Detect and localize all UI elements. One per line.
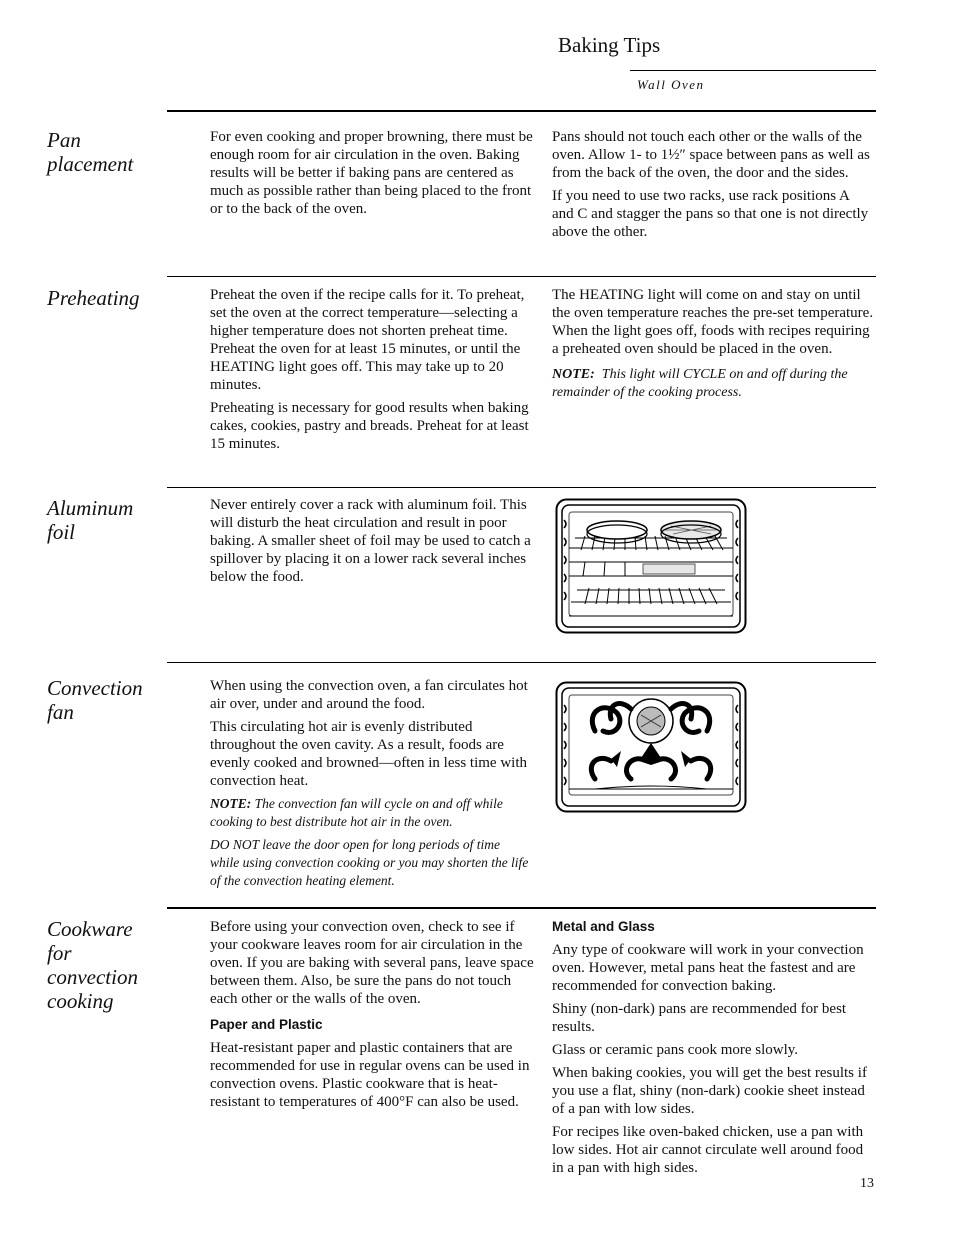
heading-line: foil	[47, 520, 76, 544]
section-divider	[167, 662, 876, 663]
paragraph: Shiny (non-dark) pans are recommended for best results.	[552, 1001, 847, 1035]
note-text: The convection fan will cycle on and off while cooking to best distribute hot air in the oven.	[210, 796, 503, 829]
paragraph: Pans should not touch each other or the walls of the oven. Allow 1- to 1½″ space between pans as well as from the back of the oven, the door and the sides.	[552, 129, 870, 181]
page-number: 13	[860, 1176, 874, 1191]
paragraph: This circulating hot air is evenly distributed throughout the oven cavity. As a result, foods are evenly cooked and browned—often in less time with convection heat.	[210, 719, 528, 789]
oven-racks-illustration	[555, 498, 747, 634]
pan-placement-col1	[210, 128, 538, 223]
preheating-col2	[552, 286, 874, 407]
heading-line: Cookware	[47, 917, 133, 941]
cookware-col2	[552, 918, 874, 1182]
heading-line: Aluminum	[47, 496, 134, 520]
fan-warning: DO NOT leave the door open for long periods of time while using convection cooking or you may shorten the life of the convection heating element.	[210, 837, 529, 888]
page-title: Baking Tips	[558, 33, 661, 57]
note-label: NOTE:	[552, 367, 595, 382]
paragraph: Preheating is necessary for good results when baking cakes, cookies, pastry and breads. Preheat for at least 15 minutes.	[210, 400, 529, 452]
paragraph: Never entirely cover a rack with aluminum foil. This will disturb the heat circulation and result in poor baking. A smaller sheet of foil may be used to catch a spillover by placing it on a lower rack several inches below the food.	[210, 497, 531, 585]
paragraph: Before using your convection oven, check to see if your cookware leaves room for air circulation in the oven. If you are baking with several pans, leave space between them. Also, be sure the pans do not touch each other or the walls of the oven.	[210, 919, 534, 1007]
section-divider	[167, 487, 876, 488]
paragraph: For even cooking and proper browning, there must be enough room for air circulation in the oven. Baking results will be better if baking pans are centered as much as possible rather than being placed to the front or to the back of the oven.	[210, 129, 533, 217]
convection-fan-col1	[210, 677, 530, 895]
heading-line: fan	[47, 700, 74, 724]
section-heading-cookware	[47, 917, 167, 1013]
section-heading-aluminum-foil	[47, 496, 167, 544]
paragraph: Any type of cookware will work in your convection oven. However, metal pans heat the fastest and are recommended for convection baking.	[552, 942, 864, 994]
subheading-paper-plastic: Paper and Plastic	[210, 1017, 323, 1032]
aluminum-foil-col1	[210, 496, 538, 591]
subheading-metal-glass: Metal and Glass	[552, 919, 655, 934]
section-heading-pan-placement	[47, 128, 167, 176]
page-subtitle: Wall Oven	[637, 77, 705, 92]
fan-note	[210, 795, 530, 831]
heading-line: Convection	[47, 676, 143, 700]
cookware-col1	[210, 918, 538, 1116]
note-text: This light will CYCLE on and off during the remainder of the cooking process.	[552, 367, 848, 400]
paragraph: The HEATING light will come on and stay on until the oven temperature reaches the pre-set temperature. When the light goes off, foods with recipes requiring a preheated oven should be placed in the oven.	[552, 287, 874, 357]
section-divider	[167, 110, 876, 112]
preheating-col1	[210, 286, 538, 458]
paragraph: For recipes like oven-baked chicken, use a pan with low sides. Hot air cannot circulate well around food in a pan with high sides.	[552, 1124, 864, 1176]
paragraph: When baking cookies, you will get the best results if you use a flat, shiny (non-dark) cookie sheet instead of a pan with low sides.	[552, 1065, 867, 1117]
heading-line: convection	[47, 965, 138, 989]
pan-placement-col2	[552, 128, 874, 246]
heading-line: placement	[47, 152, 134, 176]
section-divider	[167, 276, 876, 277]
section-divider	[167, 907, 876, 909]
paragraph: Heat-resistant paper and plastic containers that are recommended for use in regular ovens can be used in convection ovens. Plastic cookware that is heat-resistant to temperatures of 400°F can also be used.	[210, 1040, 530, 1110]
paragraph: If you need to use two racks, use rack positions A and C and stagger the pans so that one is not directly above the other.	[552, 188, 869, 240]
heading-line: cooking	[47, 989, 114, 1013]
title-divider	[630, 70, 876, 71]
preheat-note	[552, 366, 874, 402]
note-label: NOTE:	[210, 796, 252, 811]
section-heading-convection-fan	[47, 676, 167, 724]
paragraph: Glass or ceramic pans cook more slowly.	[552, 1042, 799, 1058]
heading-line: Preheating	[47, 286, 140, 310]
heading-line: Pan	[47, 128, 81, 152]
convection-airflow-illustration	[555, 681, 747, 813]
heading-line: for	[47, 941, 72, 965]
section-heading-preheating	[47, 286, 167, 310]
paragraph: Preheat the oven if the recipe calls for it. To preheat, set the oven at the correct temperature—selecting a higher temperature does not shorten preheat time. Preheat the oven for at least 15 minutes, or until the HEATING light goes off. This may take up to 20 minutes.	[210, 287, 525, 393]
paragraph: When using the convection oven, a fan circulates hot air over, under and around the food.	[210, 678, 528, 712]
